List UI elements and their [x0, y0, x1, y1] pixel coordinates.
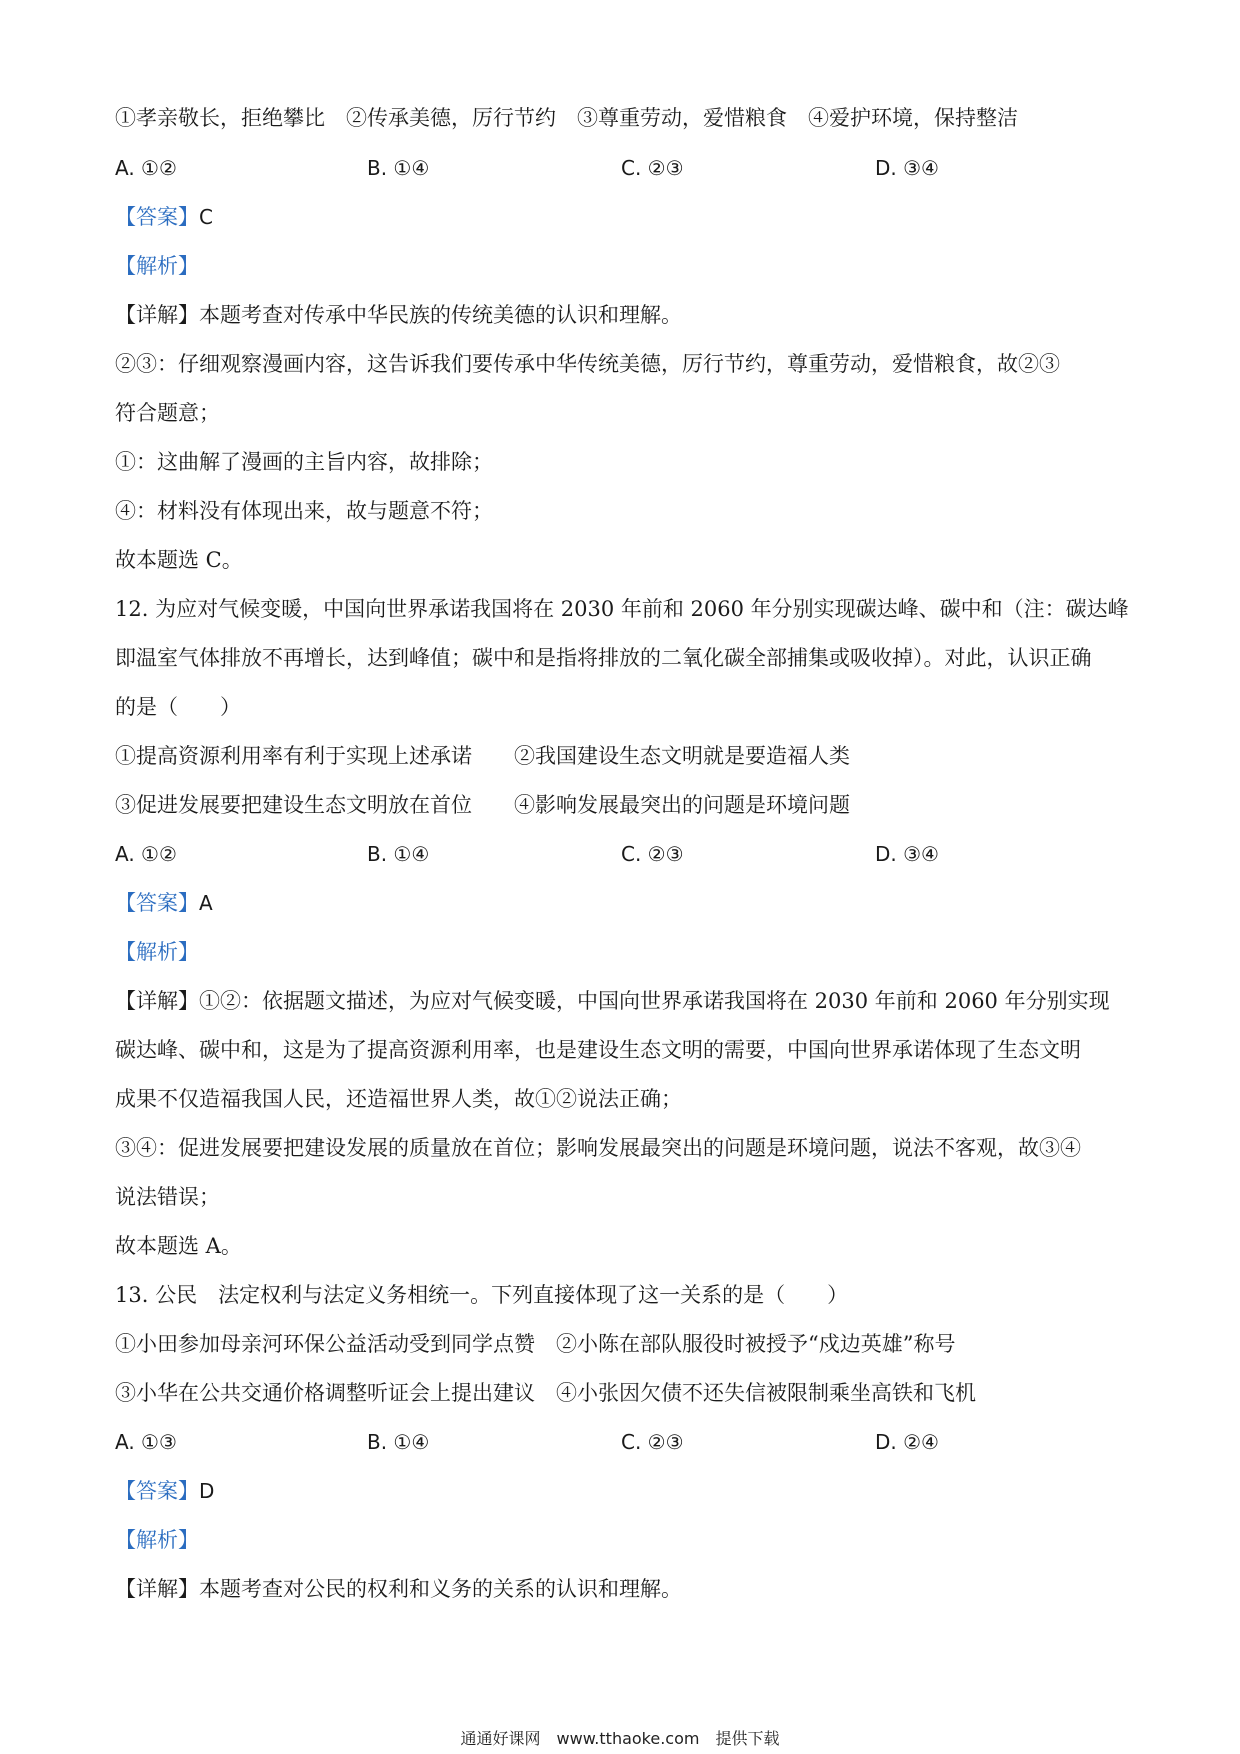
q12-statement-1: ①提高资源利用率有利于实现上述承诺 [115, 744, 472, 768]
q12-statement-2: ②我国建设生态文明就是要造福人类 [514, 744, 850, 768]
q12-answer [115, 888, 213, 918]
q12-statement-3: ③促进发展要把建设生态文明放在首位 [115, 793, 472, 817]
q13-option-a: A. ①③ [115, 1430, 177, 1454]
q12-options [115, 839, 1015, 869]
q13-analysis-tag: 【解析】 [115, 1528, 199, 1552]
q12-detail-line: 成果不仅造福我国人民，还造福世界人类，故①②说法正确； [115, 1087, 682, 1111]
page-footer: 通通好课网 www.tthaoke.com 提供下载 [460, 1729, 780, 1748]
answer-value: A [199, 891, 213, 915]
q12-paragraph-line: 说法错误； [115, 1185, 220, 1209]
q13-statement-row: ①小田参加母亲河环保公益活动受到同学点赞 ②小陈在部队服役时被授予“戍边英雄”称号 [115, 1332, 956, 1356]
q13-detail: 【详解】本题考查对公民的权利和义务的关系的认识和理解。 [115, 1577, 682, 1601]
answer-tag: 【答案】 [115, 891, 199, 915]
q12-statement-4: ④影响发展最突出的问题是环境问题 [514, 793, 850, 817]
q13-statement-row: ③小华在公共交通价格调整听证会上提出建议 ④小张因欠债不还失信被限制乘坐高铁和飞机 [115, 1381, 976, 1405]
q11-analysis-tag: 【解析】 [115, 254, 199, 278]
q12-stem-line: 12. 为应对气候变暖，中国向世界承诺我国将在 2030 年前和 2060 年分别实现碳达峰、碳中和（注：碳达峰 [115, 597, 1129, 621]
q12-option-b: B. ①④ [367, 842, 430, 866]
q11-statements: ①孝亲敬长，拒绝攀比 ②传承美德，厉行节约 ③尊重劳动，爱惜粮食 ④爱护环境，保持整洁 [115, 106, 1018, 130]
q11-option-b: B. ①④ [367, 156, 430, 180]
q11-option-c: C. ②③ [621, 156, 684, 180]
q13-option-b: B. ①④ [367, 1430, 430, 1454]
answer-value: D [199, 1479, 215, 1503]
q12-detail-line: 【详解】①②：依据题文描述，为应对气候变暖，中国向世界承诺我国将在 2030 年前和 2060 年分别实现 [115, 989, 1110, 1013]
q11-options [115, 153, 1015, 183]
q13-answer [115, 1476, 214, 1506]
q11-paragraph-line: ②③：仔细观察漫画内容，这告诉我们要传承中华传统美德，厉行节约，尊重劳动，爱惜粮食，故②③ [115, 352, 1060, 376]
answer-tag: 【答案】 [115, 1479, 199, 1503]
q11-option-a: A. ①② [115, 156, 177, 180]
q12-option-c: C. ②③ [621, 842, 684, 866]
q11-paragraph: ④：材料没有体现出来，故与题意不符； [115, 499, 493, 523]
q11-detail: 【详解】本题考查对传承中华民族的传统美德的认识和理解。 [115, 303, 682, 327]
q12-detail-line: 碳达峰、碳中和，这是为了提高资源利用率，也是建设生态文明的需要，中国向世界承诺体现了生态文明 [115, 1038, 1081, 1062]
q11-conclusion: 故本题选 C。 [115, 548, 243, 572]
q12-analysis-tag: 【解析】 [115, 940, 199, 964]
q12-statement-row [115, 741, 850, 771]
q13-options [115, 1427, 1015, 1457]
q13-stem: 13. 公民 法定权利与法定义务相统一。下列直接体现了这一关系的是（ ） [115, 1283, 849, 1307]
q12-option-a: A. ①② [115, 842, 177, 866]
q11-paragraph: ①：这曲解了漫画的主旨内容，故排除； [115, 450, 493, 474]
q12-option-d: D. ③④ [875, 842, 939, 866]
q12-statement-row [115, 790, 850, 820]
q11-paragraph-line: 符合题意； [115, 401, 220, 425]
q13-option-c: C. ②③ [621, 1430, 684, 1454]
q12-conclusion: 故本题选 A。 [115, 1234, 242, 1258]
q13-option-d: D. ②④ [875, 1430, 939, 1454]
answer-tag: 【答案】 [115, 205, 199, 229]
answer-value: C [199, 205, 213, 229]
q11-option-d: D. ③④ [875, 156, 939, 180]
q12-stem-line: 即温室气体排放不再增长，达到峰值；碳中和是指将排放的二氧化碳全部捕集或吸收掉）。对此，认识正确 [115, 646, 1092, 670]
q12-paragraph-line: ③④：促进发展要把建设发展的质量放在首位；影响发展最突出的问题是环境问题，说法不客观，故③④ [115, 1136, 1081, 1160]
q12-stem-line: 的是（ ） [115, 695, 241, 719]
q11-answer [115, 202, 213, 232]
